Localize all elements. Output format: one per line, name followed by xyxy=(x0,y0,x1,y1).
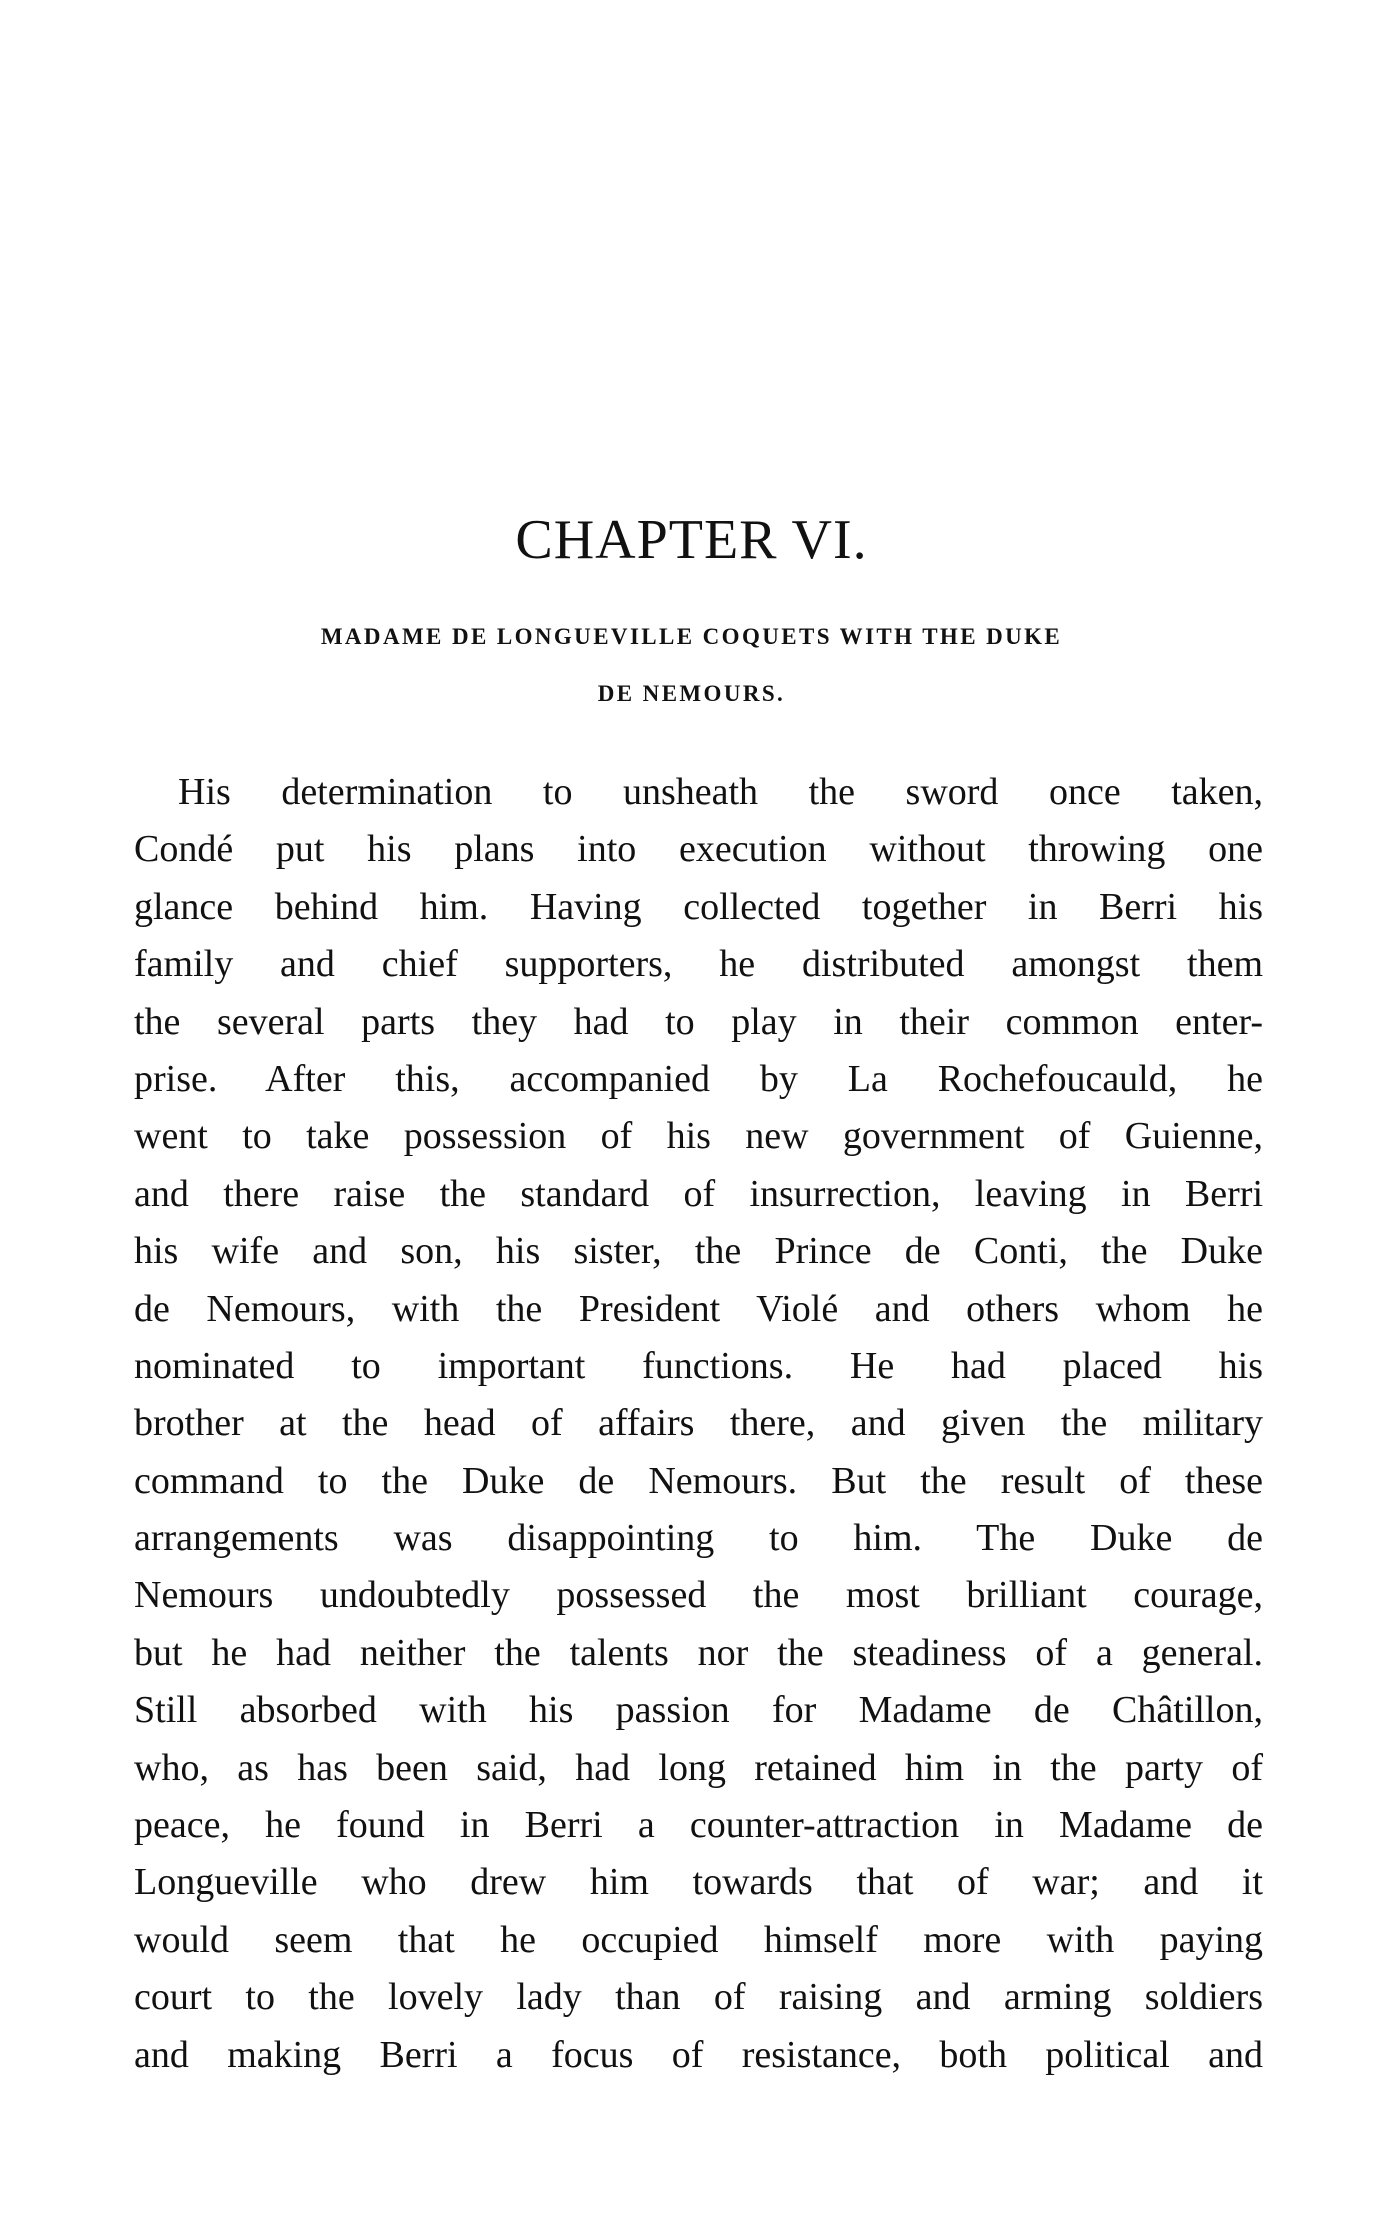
text-line: but he had neither the talents nor the steadiness of a general. xyxy=(134,1631,1263,1674)
text-line: Nemours undoubtedly possessed the most brilliant courage, xyxy=(134,1574,1263,1617)
text-line: command to the Duke de Nemours. But the result of these xyxy=(134,1459,1263,1502)
text-line: family and chief supporters, he distributed amongst them xyxy=(134,943,1263,986)
body-text xyxy=(134,764,1263,2084)
text-line: glance behind him. Having collected together in Berri his xyxy=(134,885,1263,928)
text-line: arrangements was disappointing to him. The Duke de xyxy=(134,1517,1263,1560)
text-line: peace, he found in Berri a counter-attraction in Madame de xyxy=(134,1804,1263,1847)
text-line: nominated to important functions. He had placed his xyxy=(134,1344,1263,1387)
text-line: and making Berri a focus of resistance, both political and xyxy=(134,2033,1263,2076)
text-line: who, as has been said, had long retained him in the party of xyxy=(134,1746,1263,1789)
text-line: His determination to unsheath the sword once taken, xyxy=(178,771,1263,813)
chapter-subtitle-line: DE NEMOURS. xyxy=(597,681,786,706)
text-line: Still absorbed with his passion for Madame de Châtillon, xyxy=(134,1689,1263,1732)
chapter-title: CHAPTER VI. xyxy=(515,509,868,571)
text-line: his wife and son, his sister, the Prince de Conti, the Duke xyxy=(134,1230,1263,1273)
text-line: the several parts they had to play in their common enter- xyxy=(134,1000,1263,1043)
text-line: and there raise the standard of insurrection, leaving in Berri xyxy=(134,1172,1263,1215)
text-line: Longueville who drew him towards that of war; and it xyxy=(134,1861,1263,1904)
text-line: brother at the head of affairs there, and given the military xyxy=(134,1402,1263,1445)
text-line: court to the lovely lady than of raising and arming soldiers xyxy=(134,1976,1263,2019)
text-line: de Nemours, with the President Violé and others whom he xyxy=(134,1287,1263,1330)
text-line: would seem that he occupied himself more with paying xyxy=(134,1918,1263,1961)
text-line: went to take possession of his new government of Guienne, xyxy=(134,1115,1263,1158)
text-line: prise. After this, accompanied by La Rochefoucauld, he xyxy=(134,1057,1263,1100)
chapter-subtitle-line: MADAME DE LONGUEVILLE COQUETS WITH THE DUKE xyxy=(320,624,1063,649)
text-line: Condé put his plans into execution without throwing one xyxy=(134,828,1263,871)
